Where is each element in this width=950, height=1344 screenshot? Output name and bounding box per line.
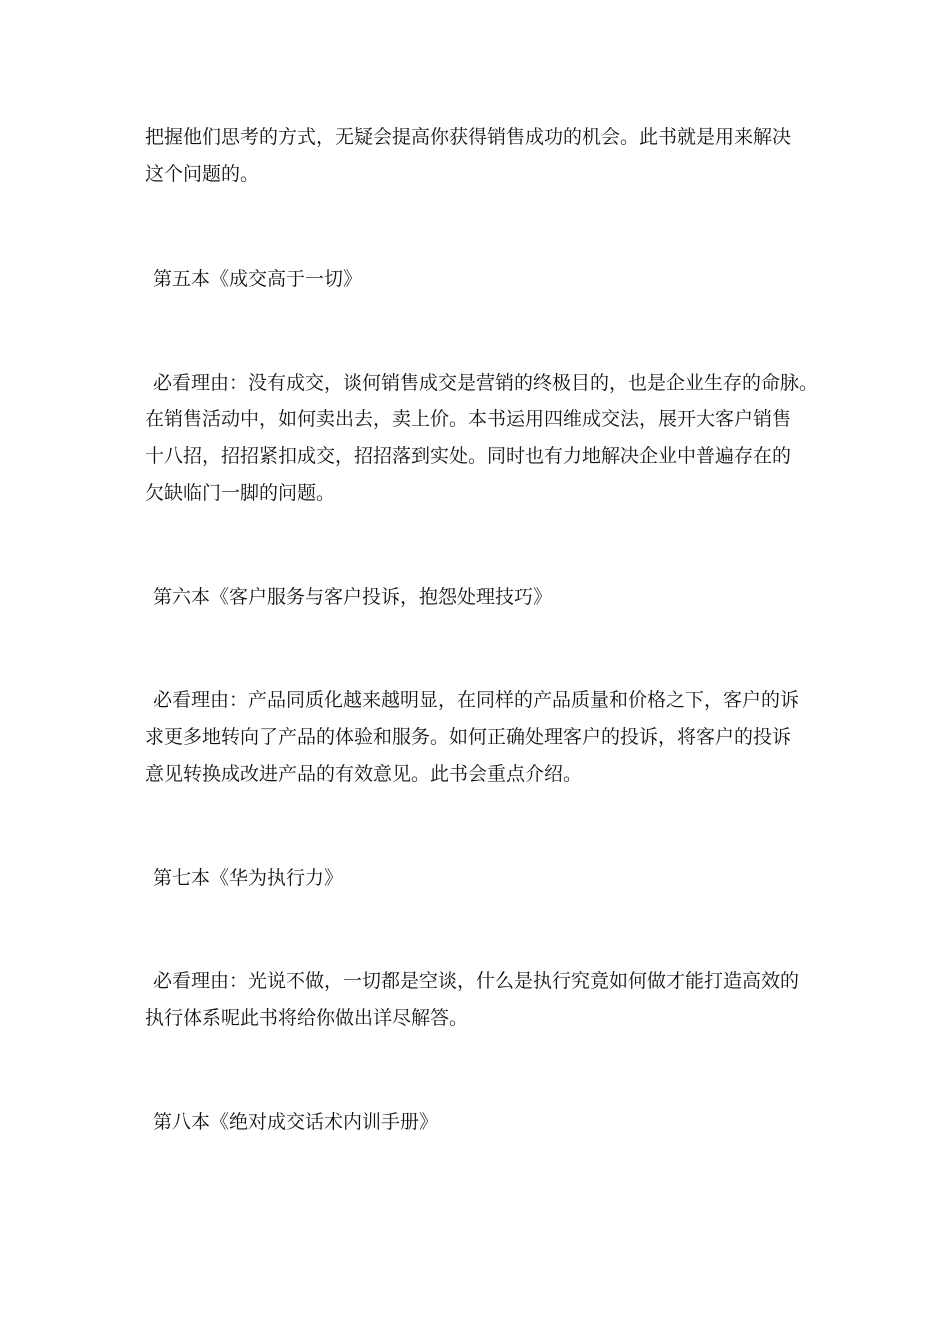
book7-reason-line: 执行体系呢此书将给你做出详尽解答。	[145, 1007, 469, 1029]
book5-reason-line: 欠缺临门一脚的问题。	[145, 482, 336, 504]
book6-reason-line: 意见转换成改进产品的有效意见。此书会重点介绍。	[145, 763, 583, 785]
book5-reason-line: 必看理由：没有成交，谈何销售成交是营销的终极目的，也是企业生存的命脉。	[153, 372, 819, 394]
book5-reason-line: 在销售活动中，如何卖出去，卖上价。本书运用四维成交法，展开大客户销售	[145, 408, 792, 430]
book5-reason-line: 十八招，招招紧扣成交，招招落到实处。同时也有力地解决企业中普遍存在的	[145, 445, 792, 467]
book8-title: 第八本《绝对成交话术内训手册》	[153, 1111, 439, 1133]
book6-reason-line: 求更多地转向了产品的体验和服务。如何正确处理客户的投诉，将客户的投诉	[145, 726, 792, 748]
book6-reason-line: 必看理由：产品同质化越来越明显，在同样的产品质量和价格之下，客户的诉	[153, 689, 800, 711]
book7-title: 第七本《华为执行力》	[153, 867, 344, 889]
book5-title: 第五本《成交高于一切》	[153, 268, 363, 290]
book7-reason-line: 必看理由：光说不做，一切都是空谈，什么是执行究竟如何做才能打造高效的	[153, 970, 800, 992]
intro-line: 把握他们思考的方式，无疑会提高你获得销售成功的机会。此书就是用来解决	[145, 126, 792, 148]
intro-line: 这个问题的。	[145, 163, 260, 185]
book6-title: 第六本《客户服务与客户投诉，抱怨处理技巧》	[153, 586, 553, 608]
